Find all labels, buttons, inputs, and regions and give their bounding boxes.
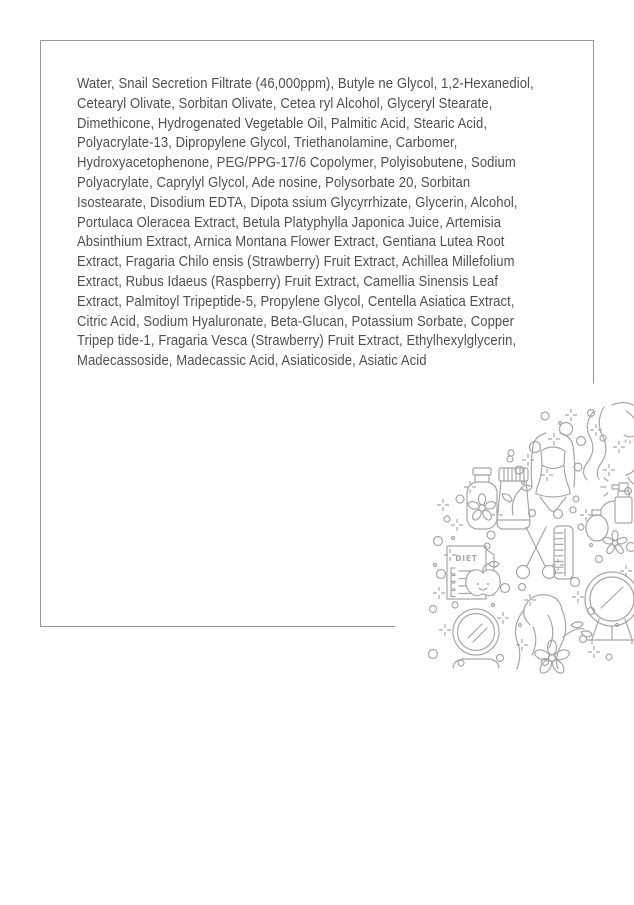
woman-body-swimsuit-icon xyxy=(531,433,575,512)
scissors-icon xyxy=(517,527,556,579)
ingredients-line: Dimethicone, Hydrogenated Vegetable Oil, Palmitic Acid, Stearic Acid, xyxy=(77,114,564,134)
ingredients-line: Tripep tide-1, Fragaria Vesca (Strawberry) Fruit Extract, Ethylhexylglycerin, xyxy=(77,331,564,351)
diet-label: DIET xyxy=(455,554,478,563)
ingredients-line: Extract, Palmitoyl Tripeptide-5, Propylene Glycol, Centella Asiatica Extract, xyxy=(77,292,564,312)
ingredients-line: Portulaca Oleracea Extract, Betula Platyphylla Japonica Juice, Artemisia xyxy=(77,213,564,233)
fan-flower-icon xyxy=(602,531,628,555)
ingredients-line: Extract, Fragaria Chilo ensis (Strawberry) Fruit Extract, Achillea Millefolium xyxy=(77,252,564,272)
comb-icon xyxy=(554,526,573,579)
ingredients-line: Absinthium Extract, Arnica Montana Flower Extract, Gentiana Lutea Root xyxy=(77,232,564,252)
ingredients-line: Citric Acid, Sodium Hyaluronate, Beta-Glucan, Potassium Sorbate, Copper xyxy=(77,312,564,332)
cosmetic-bottle-icon xyxy=(467,468,497,529)
woman-flowing-hair-icon xyxy=(515,595,565,669)
leaf-sprig-icon xyxy=(563,622,592,637)
ingredients-line: Extract, Rubus Idaeus (Raspberry) Fruit Extract, Camellia Sinensis Leaf xyxy=(77,272,564,292)
ingredients-line: Isostearate, Disodium EDTA, Dipota ssium Glycyrrhizate, Glycerin, Alcohol, xyxy=(77,193,564,213)
ingredients-line: Madecassoside, Madecassic Acid, Asiaticoside, Asiatic Acid xyxy=(77,351,564,371)
ingredients-text xyxy=(77,74,564,371)
cosmetic-tube-icon xyxy=(497,468,532,529)
plumeria-flower-icon xyxy=(533,640,570,675)
ingredients-line: Water, Snail Secretion Filtrate (46,000ppm), Butyle ne Glycol, 1,2-Hexanediol, xyxy=(77,74,564,94)
ingredients-line: Hydroxyacetophenone, PEG/PPG-17/6 Copolymer, Polyisobutene, Sodium xyxy=(77,153,564,173)
ingredients-line: Polyacrylate, Caprylyl Glycol, Ade nosine, Polysorbate 20, Sorbitan xyxy=(77,173,564,193)
compact-mirror-icon xyxy=(453,609,499,668)
ingredients-line: Polyacrylate-13, Dipropylene Glycol, Triethanolamine, Carbomer, xyxy=(77,133,564,153)
ingredients-line: Cetearyl Olivate, Sorbitan Olivate, Cetea ryl Alcohol, Glyceryl Stearate, xyxy=(77,94,564,114)
perfume-atomizer-icon xyxy=(586,478,632,541)
